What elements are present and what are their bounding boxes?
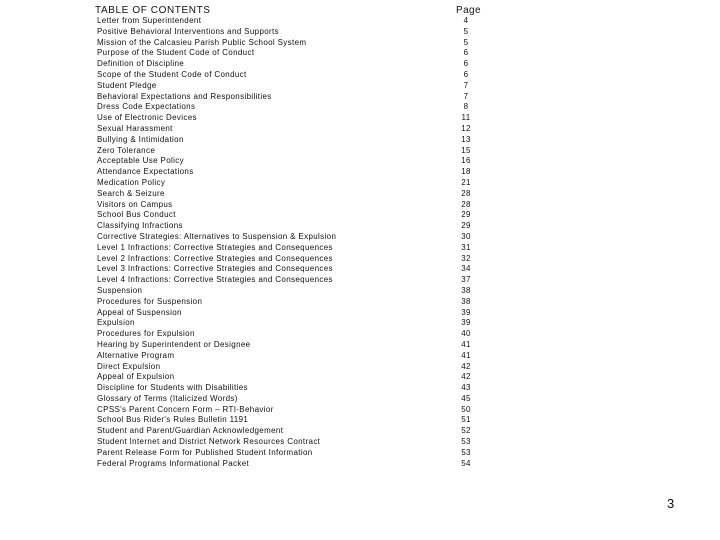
- toc-entry: [97, 340, 497, 351]
- toc-entry-page: 6: [463, 48, 469, 58]
- toc-entry: [97, 178, 497, 189]
- toc-entry: [97, 59, 497, 70]
- toc-entry-title: School Bus Conduct: [97, 210, 176, 220]
- toc-entry: [97, 167, 497, 178]
- toc-entry-title: Student Pledge: [97, 80, 157, 90]
- toc-entry: [97, 92, 497, 103]
- toc-entry-title: Corrective Strategies: Alternatives to Suspension & Expulsion: [97, 231, 337, 241]
- toc-entry: [97, 362, 497, 373]
- toc-entry-title: Medication Policy: [97, 177, 166, 187]
- toc-entry-title: Purpose of the Student Code of Conduct: [97, 48, 255, 58]
- toc-entry-title: Attendance Expectations: [97, 167, 194, 177]
- toc-entry-title: Level 3 Infractions: Corrective Strategies and Consequences: [97, 264, 333, 274]
- toc-entry: [97, 329, 497, 340]
- toc-entry-title: Appeal of Suspension: [97, 307, 182, 317]
- toc-entry-page: 5: [463, 37, 469, 47]
- toc-entry: [97, 308, 497, 319]
- toc-entry-page: 51: [461, 415, 471, 425]
- toc-entry-page: 54: [461, 458, 471, 468]
- toc-entry-page: 7: [463, 80, 469, 90]
- toc-entry-page: 30: [461, 231, 471, 241]
- toc-entry-page: 34: [461, 264, 471, 274]
- toc-entry-page: 13: [461, 134, 471, 144]
- toc-entry: [97, 48, 497, 59]
- toc-entry: [97, 437, 497, 448]
- toc-entry-title: Level 4 Infractions: Corrective Strategies and Consequences: [97, 275, 333, 285]
- toc-entry-title: Bullying & Intimidation: [97, 134, 184, 144]
- toc-entry-title: Definition of Discipline: [97, 59, 185, 69]
- toc-entry: [97, 200, 497, 211]
- toc-entry-title: Visitors on Campus: [97, 199, 173, 209]
- toc-entry: [97, 156, 497, 167]
- toc-entry-title: Expulsion: [97, 318, 135, 328]
- toc-entry: [97, 102, 497, 113]
- toc-entry: [97, 394, 497, 405]
- toc-entry-title: Alternative Program: [97, 350, 175, 360]
- toc-entry-page: 29: [461, 210, 471, 220]
- toc-entry-page: 29: [461, 221, 471, 231]
- toc-entry-title: Use of Electronic Devices: [97, 113, 197, 123]
- toc-entry-title: Student and Parent/Guardian Acknowledgement: [97, 426, 284, 436]
- toc-entry-page: 38: [461, 296, 471, 306]
- toc-entry: [97, 448, 497, 459]
- toc-entry-title: CPSS's Parent Concern Form – RTI-Behavior: [97, 404, 274, 414]
- toc-entry-title: Positive Behavioral Interventions and Supports: [97, 26, 279, 36]
- toc-entry-page: 5: [463, 26, 469, 36]
- toc-entry-title: Glossary of Terms (Italicized Words): [97, 393, 238, 403]
- toc-entry: [97, 372, 497, 383]
- toc-entry: [97, 405, 497, 416]
- toc-entry-page: 45: [461, 393, 471, 403]
- toc-entry-page: 37: [461, 275, 471, 285]
- toc-entry-title: Zero Tolerance: [97, 145, 156, 155]
- toc-entry: [97, 210, 497, 221]
- toc-entry-title: Suspension: [97, 285, 143, 295]
- toc-heading: TABLE OF CONTENTS: [95, 5, 211, 16]
- toc-entry-page: 50: [461, 404, 471, 414]
- toc-entry-page: 41: [461, 339, 471, 349]
- toc-entry: [97, 221, 497, 232]
- toc-entry: [97, 189, 497, 200]
- toc-entry: [97, 38, 497, 49]
- toc-entry: [97, 70, 497, 81]
- toc-entry: [97, 27, 497, 38]
- toc-entry: [97, 383, 497, 394]
- toc-entry-page: 15: [461, 145, 471, 155]
- toc-entry: [97, 351, 497, 362]
- toc-entry-page: 21: [461, 177, 471, 187]
- toc-entry-page: 8: [463, 102, 469, 112]
- toc-entry-page: 32: [461, 253, 471, 263]
- toc-entry-page: 11: [461, 113, 471, 123]
- toc-entry-page: 6: [463, 69, 469, 79]
- toc-entry: [97, 146, 497, 157]
- toc-entry-title: Procedures for Expulsion: [97, 329, 195, 339]
- toc-entry: [97, 135, 497, 146]
- toc-entry: [97, 254, 497, 265]
- toc-entry-page: 7: [463, 91, 469, 101]
- toc-entry-page: 39: [461, 318, 471, 328]
- toc-entry-title: Discipline for Students with Disabilities: [97, 383, 248, 393]
- toc-entry-page: 42: [461, 361, 471, 371]
- toc-entry-page: 28: [461, 199, 471, 209]
- toc-entry-title: Federal Programs Informational Packet: [97, 458, 250, 468]
- page-column-heading: Page: [456, 5, 481, 16]
- toc-entry-page: 53: [461, 447, 471, 457]
- toc-entry-title: Direct Expulsion: [97, 361, 161, 371]
- toc-entry-page: 18: [461, 167, 471, 177]
- toc-entry-title: Student Internet and District Network Resources Contract: [97, 437, 321, 447]
- toc-entry: [97, 318, 497, 329]
- toc-entry-page: 38: [461, 285, 471, 295]
- toc-entry: [97, 81, 497, 92]
- toc-entry-title: Scope of the Student Code of Conduct: [97, 69, 247, 79]
- toc-entry: [97, 113, 497, 124]
- toc-entry-page: 41: [461, 350, 471, 360]
- toc-entry-page: 31: [461, 242, 471, 252]
- toc-entry-page: 16: [461, 156, 471, 166]
- toc-entry: [97, 286, 497, 297]
- toc-entry-title: School Bus Rider's Rules Bulletin 1191: [97, 415, 249, 425]
- toc-entry: [97, 426, 497, 437]
- toc-entry-title: Hearing by Superintendent or Designee: [97, 339, 251, 349]
- toc-entry: [97, 459, 497, 470]
- toc-entry-title: Level 2 Infractions: Corrective Strategies and Consequences: [97, 253, 333, 263]
- toc-entry: [97, 297, 497, 308]
- toc-entry-page: 6: [463, 59, 469, 69]
- toc-entry: [97, 124, 497, 135]
- toc-entry: [97, 275, 497, 286]
- toc-entry-page: 40: [461, 329, 471, 339]
- toc-entry-title: Sexual Harassment: [97, 123, 173, 133]
- toc-entry-page: 42: [461, 372, 471, 382]
- toc-entry: [97, 264, 497, 275]
- toc-entry-title: Behavioral Expectations and Responsibilities: [97, 91, 272, 101]
- toc-entry: [97, 243, 497, 254]
- toc-entry-title: Acceptable Use Policy: [97, 156, 184, 166]
- toc-entry-title: Dress Code Expectations: [97, 102, 196, 112]
- toc-entry-title: Procedures for Suspension: [97, 296, 203, 306]
- toc-entry: [97, 232, 497, 243]
- toc-entry-page: 12: [461, 123, 471, 133]
- toc-entry-title: Parent Release Form for Published Student Information: [97, 447, 313, 457]
- toc-entry-page: 53: [461, 437, 471, 447]
- toc-entry-title: Appeal of Expulsion: [97, 372, 175, 382]
- toc-entry-title: Letter from Superintendent: [97, 16, 202, 25]
- toc-entry-list: [97, 16, 497, 469]
- toc-entry-title: Mission of the Calcasieu Parish Public School System: [97, 37, 307, 47]
- toc-entry: [97, 415, 497, 426]
- toc-entry-title: Level 1 Infractions: Corrective Strategies and Consequences: [97, 242, 333, 252]
- toc-entry-title: Search & Seizure: [97, 188, 165, 198]
- toc-entry: [97, 16, 497, 27]
- page-number: 3: [667, 496, 675, 511]
- toc-entry-page: 39: [461, 307, 471, 317]
- toc-entry-page: 52: [461, 426, 471, 436]
- toc-entry-page: 28: [461, 188, 471, 198]
- toc-entry-title: Classifying Infractions: [97, 221, 183, 231]
- toc-entry-page: 4: [463, 16, 469, 25]
- toc-entry-page: 43: [461, 383, 471, 393]
